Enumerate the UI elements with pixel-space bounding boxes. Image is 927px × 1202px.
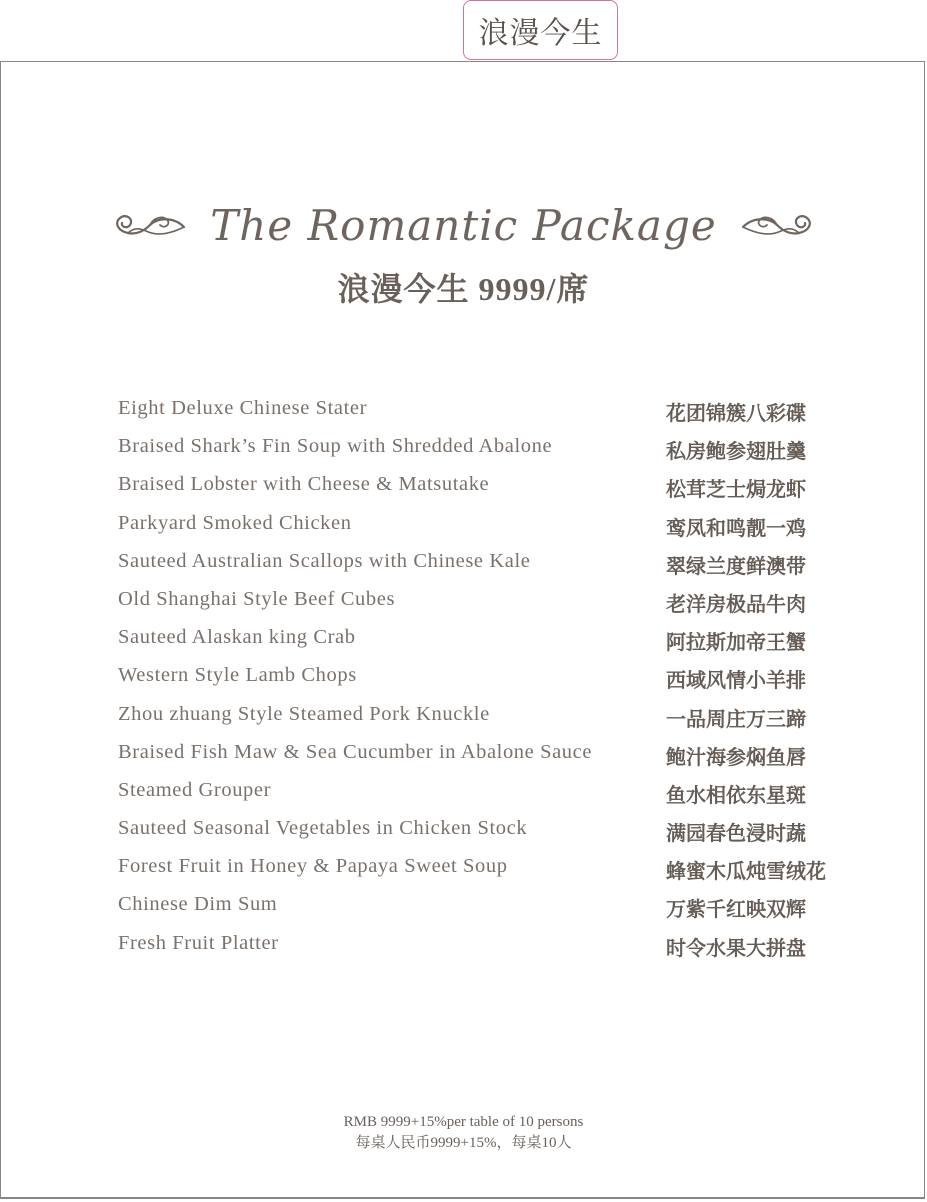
- dish-name-en: Chinese Dim Sum: [118, 893, 278, 916]
- dish-name-en: Zhou zhuang Style Steamed Pork Knuckle: [118, 702, 490, 725]
- menu-item: [118, 855, 858, 893]
- menu-item: [118, 397, 858, 435]
- dish-name-en: Fresh Fruit Platter: [118, 931, 279, 954]
- dish-name-cn: 万紫千红映双辉: [666, 899, 806, 922]
- dish-name-cn: 阿拉斯加帝王蟹: [666, 632, 806, 655]
- dish-name-cn: 一品周庄万三蹄: [666, 708, 806, 731]
- title-row: [0, 190, 927, 260]
- price-footer: [0, 1112, 927, 1154]
- dish-name-en: Forest Fruit in Honey & Papaya Sweet Soup: [118, 855, 508, 878]
- dish-name-en: Parkyard Smoked Chicken: [118, 511, 352, 534]
- package-tab[interactable]: [463, 0, 618, 60]
- dish-name-cn: 老洋房极品牛肉: [666, 593, 806, 616]
- dish-name-cn: 松茸芝士焗龙虾: [666, 479, 806, 502]
- menu-item: [118, 741, 858, 779]
- package-tab-label: 浪漫今生: [478, 17, 603, 50]
- dish-name-en: Old Shanghai Style Beef Cubes: [118, 587, 396, 610]
- menu-item: [118, 893, 858, 931]
- menu-item: [118, 473, 858, 511]
- dish-name-en: Sauteed Alaskan king Crab: [118, 626, 356, 649]
- dish-name-en: Western Style Lamb Chops: [118, 664, 357, 687]
- dish-name-cn: 花团锦簇八彩碟: [666, 403, 806, 425]
- menu-item: [118, 932, 858, 970]
- dish-name-en: Sauteed Australian Scallops with Chinese Kale: [118, 549, 531, 572]
- right-flourish-icon: [739, 207, 821, 243]
- dish-name-cn: 西域风情小羊排: [666, 670, 806, 693]
- menu-item: [118, 779, 858, 817]
- menu-item: [118, 703, 858, 741]
- dish-name-cn: 鲍汁海参焖鱼唇: [666, 746, 806, 769]
- menu-item: [118, 817, 858, 855]
- dish-name-en: Braised Lobster with Cheese & Matsutake: [118, 473, 490, 496]
- menu-item: [118, 588, 858, 626]
- price-note-en: RMB 9999+15%per table of 10 persons: [343, 1114, 584, 1130]
- dish-name-cn: 鱼水相依东星斑: [666, 784, 806, 807]
- menu-item: [118, 512, 858, 550]
- package-title: The Romantic Package: [210, 200, 717, 250]
- dish-name-en: Braised Shark’s Fin Soup with Shredded Abalone: [118, 435, 553, 458]
- menu-list: [118, 397, 858, 970]
- menu-item: [118, 550, 858, 588]
- dish-name-cn: 私房鲍参翅肚羹: [666, 441, 806, 464]
- price-note-cn: 每桌人民币9999+15%，每桌10人: [355, 1135, 572, 1151]
- dish-name-en: Sauteed Seasonal Vegetables in Chicken Stock: [118, 817, 528, 840]
- left-flourish-icon: [106, 207, 188, 243]
- package-subtitle: 浪漫今生 9999/席: [337, 271, 590, 307]
- dish-name-en: Braised Fish Maw & Sea Cucumber in Abalone Sauce: [118, 740, 593, 763]
- dish-name-en: Eight Deluxe Chinese Stater: [118, 397, 368, 419]
- dish-name-en: Steamed Grouper: [118, 778, 272, 801]
- menu-item: [118, 626, 858, 664]
- dish-name-cn: 时令水果大拼盘: [666, 937, 806, 960]
- menu-item: [118, 435, 858, 473]
- menu-item: [118, 664, 858, 702]
- dish-name-cn: 满园春色浸时蔬: [666, 823, 806, 846]
- dish-name-cn: 鸾凤和鸣靓一鸡: [666, 517, 806, 540]
- dish-name-cn: 翠绿兰度鲜澳带: [666, 555, 806, 578]
- dish-name-cn: 蜂蜜木瓜炖雪绒花: [666, 861, 826, 884]
